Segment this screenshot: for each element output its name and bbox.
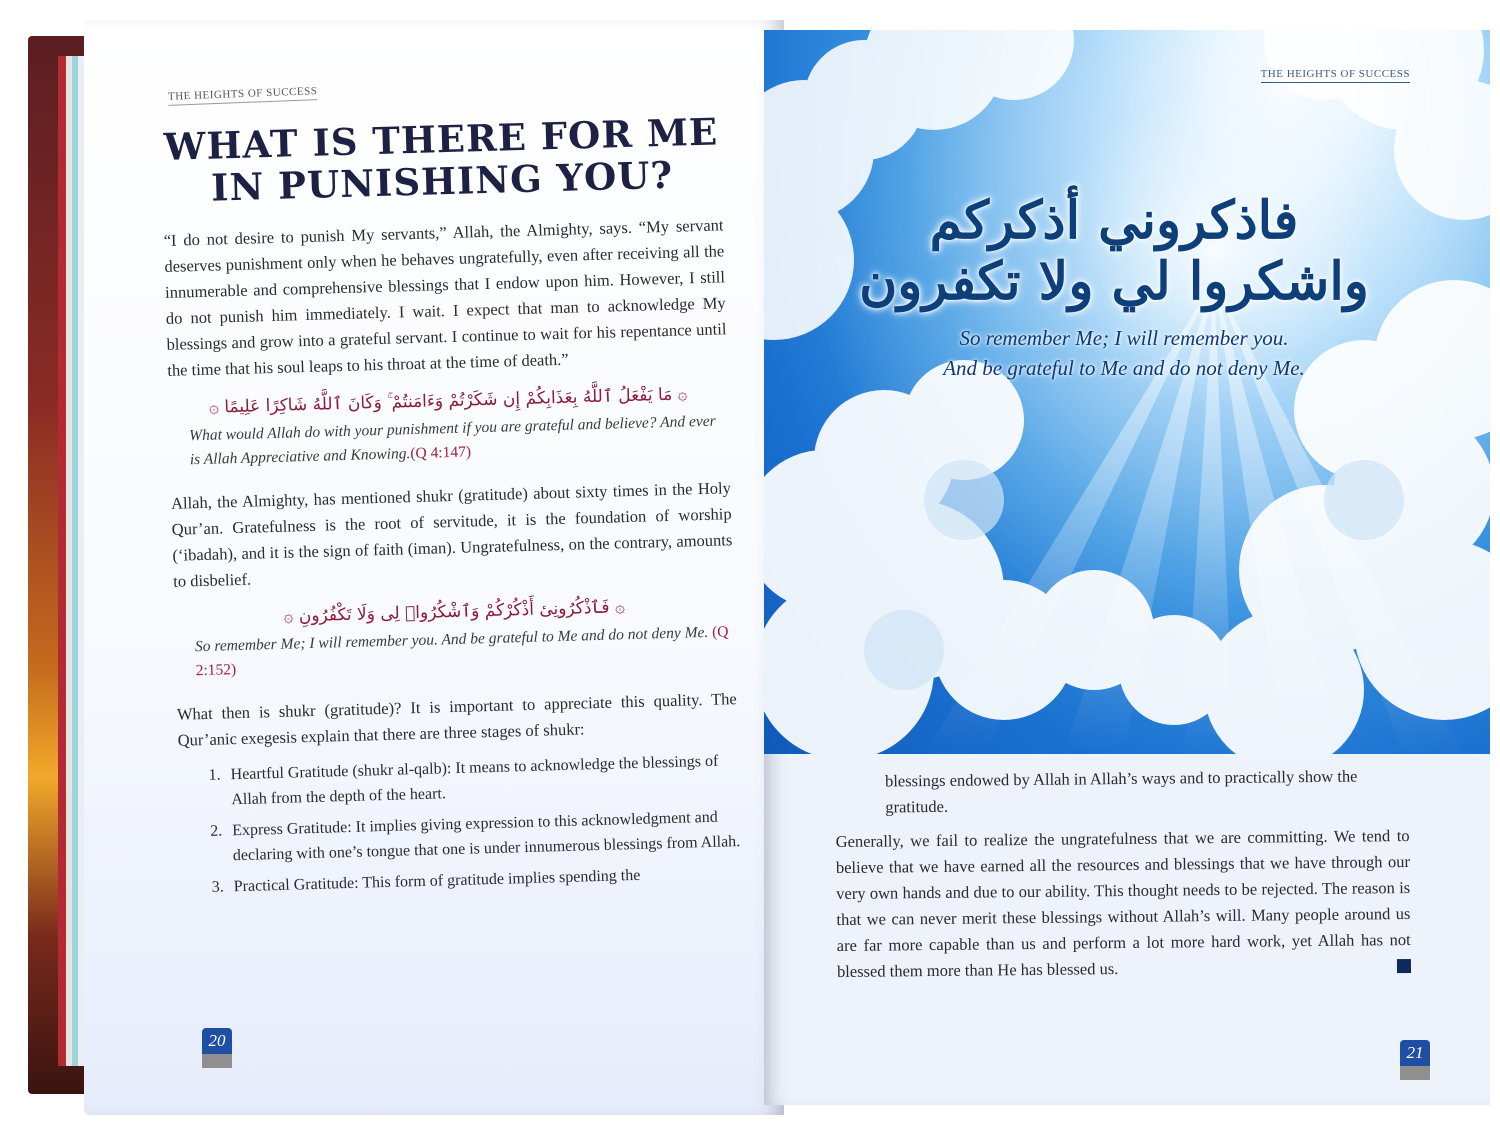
open-book [28, 20, 1490, 1115]
page-tab-left [202, 1054, 232, 1068]
page-number-right: 21 [1400, 1040, 1430, 1066]
paragraph-stages-intro: What then is shukr (gratitude)? It is important to appreciate this quality. The Qur’anic exegesis explain that there are three stages of shukr: [176, 689, 737, 750]
list-item: 1. Heartful Gratitude (shukr al-qalb): It means to acknowledge the blessings of Allah from the depth of the heart. [224, 748, 739, 812]
right-page-text [835, 763, 1411, 985]
left-page-content [160, 92, 742, 906]
list-continuation: blessings endowed by Allah in Allah’s ways and to practically show the gratitude. [884, 766, 1358, 817]
sky-translation-line1: So remember Me; I will remember you. [959, 326, 1289, 350]
paragraph-ungratefulness [836, 823, 1412, 985]
left-running-header: THE HEIGHTS OF SUCCESS [168, 85, 318, 106]
left-page [84, 20, 784, 1115]
paragraph-text: Generally, we fail to realize the ungratefulness that we are committing. We tend to believe that we have earned all the resources and blessings that we have through our very own hands and due to our ability. This thought needs to be rejected. The reason is that we can never merit these blessings without Allah’s will. Many people around us are far more capable than us and perform a lot more hard work, yet Allah has not blessed them more than He has blessed us. [835, 825, 1411, 981]
ayah-translation-4-147 [189, 409, 730, 472]
stages-list [178, 748, 742, 901]
ayah-reference: (Q 4:147) [410, 443, 472, 463]
sky-translation-line2: And be grateful to Me and do not deny Me. [943, 356, 1305, 380]
page-tab-right [1400, 1066, 1430, 1080]
ayah-translation-2-152 [195, 620, 736, 683]
right-page [764, 30, 1490, 1105]
end-mark-icon [1397, 959, 1411, 973]
chapter-title-line2: IN PUNISHING YOU? [210, 152, 674, 210]
paragraph-shukr: Allah, the Almighty, has mentioned shukr (gratitude) about sixty times in the Holy Qur’an. Gratefulness is the root of servitude, it is the foundation of worship (‘ibadah), and it is the sign of faith (iman). Ungratefulness, on the contrary, amounts to disbelief. [170, 478, 733, 591]
ayah-arabic-4-147: ۞ مَا يَفْعَلُ ٱللَّهُ بِعَذَابِكُمْ إِن شَكَرْتُمْ وَءَامَنتُمْ ۚ وَكَانَ ٱللَّهُ شَاكِرًا عَلِيمًا ۞ [208, 384, 688, 418]
chapter-title-line1: WHAT IS THERE FOR ME [163, 109, 719, 169]
right-running-header: THE HEIGHTS OF SUCCESS [1261, 68, 1410, 83]
chapter-title [161, 110, 723, 210]
sky-illustration [764, 30, 1490, 754]
sun-rays-clouds-graphic [764, 30, 1490, 754]
page-number-left: 20 [202, 1028, 232, 1054]
ayah-arabic-2-152: ۞ فَٱذْكُرُونِىٔ أَذْكُرْكُمْ وَٱشْكُرُوا۟ لِى وَلَا تَكْفُرُونِ ۞ [283, 597, 626, 627]
list-item: 3. Practical Gratitude: This form of gratitude implies spending the [227, 860, 741, 899]
ayah-translation-text: So remember Me; I will remember you. And be grateful to Me and do not deny Me. [194, 623, 709, 656]
ayah-reference: (Q 2:152) [195, 623, 729, 680]
list-item: 2. Express Gratitude: It implies giving expression to this acknowledgment and declaring with one’s tongue that one is under innumerous blessings from Allah. [226, 804, 741, 868]
paragraph-hadith: “I do not desire to punish My servants,” Allah, the Almighty, says. “My servant deserves punishment only when he behaves ungratefully, even after receiving all the innumerable and comprehensive blessings that I endow upon him. However, I still do not punish him immediately. I wait. I expect that man to acknowledge My blessings and grow into a grateful servant. I continue to wait for his repentance until the time that his soul leaps to his throat at the time of death.” [163, 215, 727, 380]
ayah-translation-text: What would Allah do with your punishment if you are grateful and believe? And ever is Allah Appreciative and Knowing. [188, 412, 716, 469]
arabic-calligraphy: فاذكروني أذكركم واشكروا لي ولا تكفرون [859, 190, 1369, 312]
